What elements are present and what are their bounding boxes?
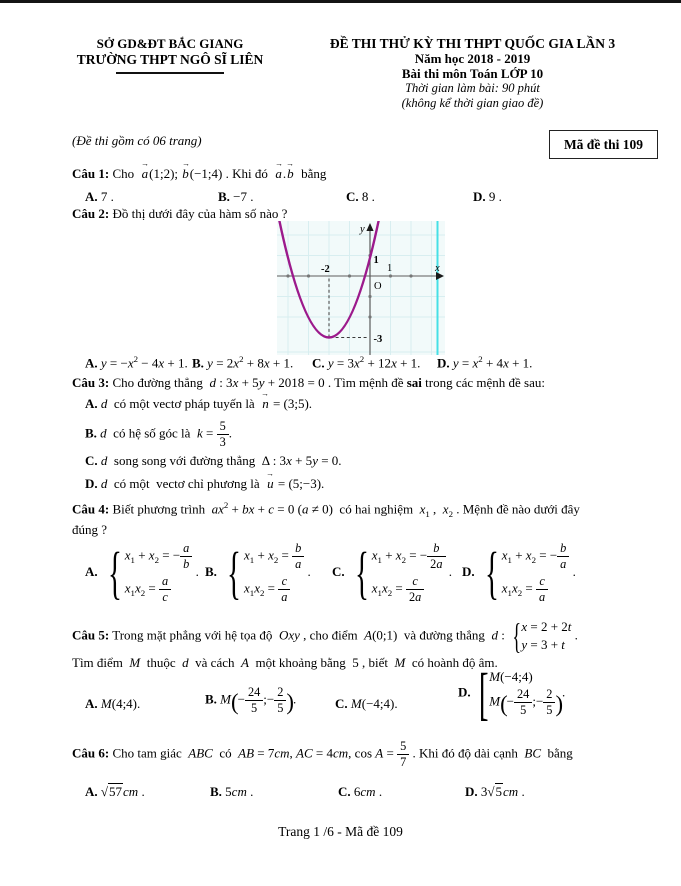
question-6-stem: Câu 6: Cho tam giác ABC có AB = 7cm, AC = 4cm, cos A = $\frac{5}{7}$ . Khi đó độ dài cạnh BC bằng (72, 739, 573, 769)
q5-option-a: A. M(4;4). (85, 696, 141, 711)
q4-option-a: A. { $x_1 + x_2$ = − $\frac{a}{b}$ $x_1x_2$ = $\frac{a}{c}$ . (85, 540, 199, 606)
q3-option-b: B. d có hệ số góc là k = $\frac{5}{3}$ . (85, 419, 232, 449)
exam-code-box (549, 130, 658, 159)
duration-line: Thời gian làm bài: 90 phút (405, 81, 540, 95)
school-year: Năm học 2018 - 2019 (414, 51, 531, 66)
pages-note: (Đề thi gồm có 06 trang) (72, 133, 202, 148)
q1-option-a: A. 7 . (85, 189, 114, 204)
q2-option-c: C. $y = 3x^2 + 12x + 1$. (312, 354, 421, 371)
question-3-stem: Câu 3: Cho đường thẳng d : 3x + 5y + 2018 = 0 . Tìm mệnh đề sai trong các mệnh đề sau: (72, 375, 545, 390)
q2-option-d: D. $y = x^2 + 4x + 1$. (437, 354, 533, 371)
q5-option-b: B. M(− $\frac{24}{5}$ ;− $\frac{2}{5}$ ). (205, 685, 297, 715)
top-rule (0, 0, 681, 3)
q3-option-c: C. d song song với đường thẳng Δ : 3x + 5y = 0. (85, 453, 342, 468)
question-5-stem2: Tìm điểm M thuộc d và cách A một khoảng bằng 5 , biết M có hoành độ âm. (72, 655, 498, 670)
question-4-stem2: đúng ? (72, 522, 108, 537)
school-name: TRƯỜNG THPT NGÔ SĨ LIÊN (76, 52, 264, 67)
y-axis-label: y (360, 224, 365, 235)
q1-option-d: D. 9 . (473, 189, 502, 204)
q6-option-d: D. 3√5cm . (465, 784, 525, 799)
origin-label: O (374, 281, 382, 292)
header-underline (116, 72, 224, 74)
q6-option-c: C. 6cm . (338, 784, 383, 799)
page-footer: Trang 1 /6 - Mã đề 109 (278, 824, 403, 839)
y-minus3-label: -3 (373, 334, 383, 345)
q3-option-a: A. d có một vectơ pháp tuyến là → n = (3;5). (85, 396, 312, 412)
exam-code-label: Mã đề thi 109 (563, 136, 644, 152)
x-minus2-label: -2 (321, 264, 330, 275)
x1-label: 1 (387, 263, 393, 274)
parabola-plot (277, 221, 445, 355)
note-line: (không kể thời gian giao đề) (401, 96, 544, 110)
q4-option-d: D. { $x_1 + x_2$ = − $\frac{b}{a}$ $x_1x_2$ = $\frac{c}{a}$ . (462, 540, 576, 606)
q1-option-b: B. −7 . (218, 189, 254, 204)
question-4-stem: Câu 4: Biết phương trình $ax^2$ + bx + c = 0 (a ≠ 0) có hai nghiệm $x_1$ , $x_2$ . Mệnh đề nào dưới đây (72, 500, 580, 519)
q1-option-c: C. 8 . (346, 189, 375, 204)
q2-option-a: A. $y = -x^2 - 4x + 1$. (85, 354, 188, 371)
exam-title: ĐỀ THI THỬ KỲ THI THPT QUỐC GIA LẦN 3 (329, 36, 616, 51)
q5-option-d: D. [ M(−4;4) M(− $\frac{24}{5}$ ;− $\frac{2}{5}$ ) . (458, 660, 566, 726)
question-1-stem: Câu 1: Cho → a(1;2); → b(−1;4) . Khi đó → a.→ b bằng (72, 166, 326, 182)
subject-line: Bài thi môn Toán LỚP 10 (401, 66, 544, 81)
q5-option-c: C. M(−4;4). (335, 696, 398, 711)
function-graph (277, 221, 445, 355)
q2-option-b: B. $y = 2x^2 + 8x + 1$. (192, 354, 294, 371)
q6-option-a: A. √57cm . (85, 784, 145, 799)
y1-label: 1 (373, 255, 379, 266)
q4-option-b: B. { $x_1 + x_2$ = $\frac{b}{a}$ $x_1x_2$ = $\frac{c}{a}$ . (205, 540, 311, 606)
header-left (40, 36, 300, 74)
x-axis-label: x (435, 263, 440, 274)
q4-option-c: C. { $x_1 + x_2$ = − $\frac{b}{2a}$ $x_1x_2$ = $\frac{c}{2a}$ . (332, 540, 452, 606)
q6-option-b: B. 5cm . (210, 784, 254, 799)
department-name: SỞ GD&ĐT BẮC GIANG (96, 36, 244, 51)
question-2-stem: Câu 2: Đồ thị dưới đây của hàm số nào ? (72, 206, 288, 221)
header-right (300, 36, 645, 111)
question-5-stem: Câu 5: Trong mặt phẳng với hệ tọa độ Oxy , cho điểm A(0;1) và đường thẳng d : { x = 2 + 2t y = 3 + t . (72, 616, 578, 656)
q3-option-d: D. d có một vectơ chỉ phương là → u = (5;−3). (85, 476, 324, 492)
